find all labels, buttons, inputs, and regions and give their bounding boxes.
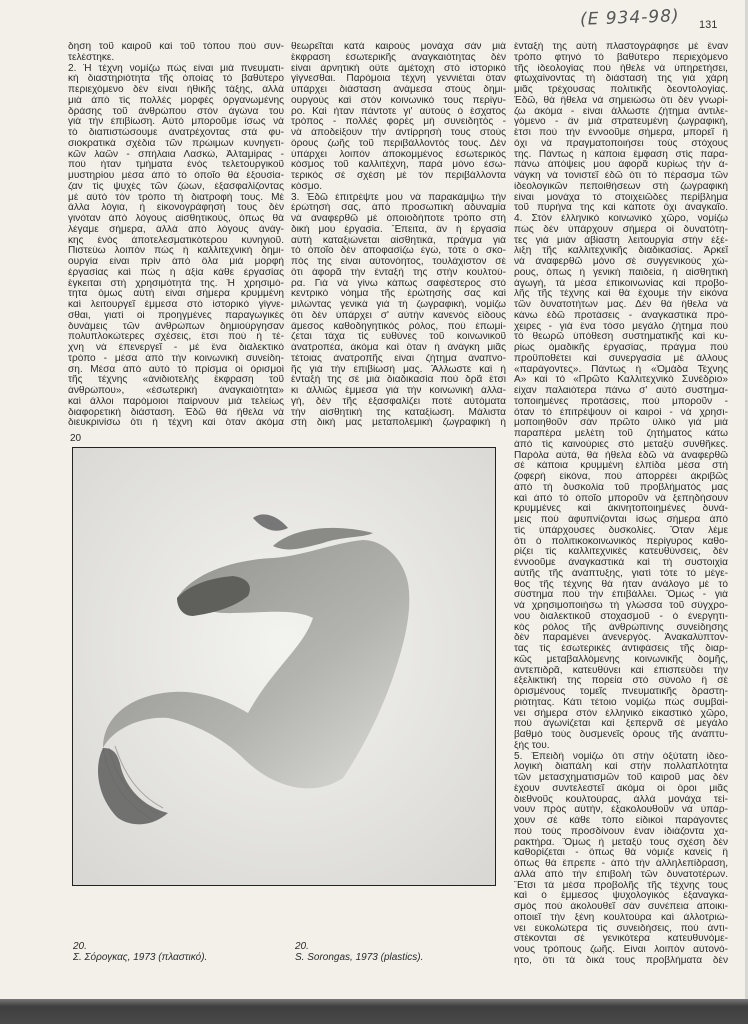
text-line: κὸς ρόλος τῆς ἀνθρώπινης συνείδησης <box>514 622 728 633</box>
text-line: μεις ποὺ ἀφυπνίζονται ἴσως σήμερα ἀπὸ <box>514 515 728 525</box>
horse-illustration <box>73 448 496 886</box>
text-line: καὶ ἀπὸ τὸ ὁποῖο μποροῦν νὰ ξεπηδήσουν <box>514 493 728 504</box>
text-line: πός της εἶναι αὐτονόητος, τουλάχιστον σὲ <box>291 257 506 267</box>
text-line: χνη νὰ ἐπενεργεῖ - μὲ ἕνα διαλεκτικὸ <box>68 343 284 353</box>
text-line: χειρες - γιὰ ἕνα τόσο μεγάλο ζήτημα ποὺ <box>514 321 728 332</box>
text-line: οποιεῖ τὴν ξένη κουλτούρα καὶ ἀλλοτριώ- <box>514 912 728 923</box>
text-line: «παράγοντες». Πάντως ἡ «Ὁμάδα Τέχνης <box>514 364 728 375</box>
text-column-3 <box>514 42 728 967</box>
text-line: πολυπλοκώτερες σχέσεις, ἔτσι ποὺ ἡ τέ- <box>68 332 284 343</box>
text-line: στέκονται σὲ γενικότερα κατευθυνόμε- <box>514 934 728 945</box>
text-column-1 <box>68 42 284 429</box>
text-line: ἀντεπιδρᾶ, κατευθύνει καὶ ἐπισπεύδει τὴν <box>514 665 728 676</box>
text-line: κόσμος τοῦ καλλιτέχνη, παρὰ μόνο ἐσω- <box>291 160 506 171</box>
text-line: τῆς ἰδεολογίας ποὺ ἤθελε νὰ ὑπηρετήσει, <box>514 63 728 74</box>
text-line: τρόπος - πολλὲς φορὲς μὴ συνειδητὸς - <box>291 117 506 128</box>
text-line: τὸ διαπιστώσουμε ἀνατρέχοντας στὰ φυ- <box>68 128 284 138</box>
text-line: κεντρικὸ νόημα τῆς ἐρώτησής σας καὶ <box>291 289 506 300</box>
text-line: δράσης τοῦ ἀνθρώπου στὸν ἀγώνα του <box>68 106 284 117</box>
text-line: ὅταν τὸ ἐπιτρέψουν οἱ καιροὶ - νὰ χρησι- <box>514 407 728 418</box>
text-line: κι ἀλλιῶς ἔμμεσα γιὰ τὴν κοινωνικὴ ἀλλα- <box>291 386 506 396</box>
text-line: σιοκρατικὰ σχέδια τῶν πρώιμων κυνηγετι- <box>68 138 284 149</box>
text-line: σὲ κάποια κρυμμένη ἐλπίδα μέσα στὴ <box>514 461 728 472</box>
text-line: ὁρισμένους τομεῖς πνευματικῆς δραστη- <box>514 687 728 697</box>
text-line: τρόπο φτηνὸ τὸ βαθύτερο περιεχόμενο <box>514 52 728 63</box>
text-line: τοῦ πυρήνα της καὶ κάποτε ὄχι ἀναγκαῖο. <box>514 203 728 214</box>
text-line: τὸ θεωρῶ ὑπόθεση συστηματικῆς καὶ κυ- <box>514 332 728 343</box>
text-line: νάγκη νὰ τονιστεῖ ἐδῶ ὅτι τὸ πέρασμα τῶν <box>514 171 728 181</box>
text-line: δὲν παραμένει ἀνενεργός. Ἀνακαλύπτον- <box>514 633 728 644</box>
text-line: γόμενο - ἂν μιὰ στρατευμένη ζωγραφική, <box>514 117 728 128</box>
text-line: σμὸς ποὺ ἀκολουθεῖ σὰν συνέπεια ἀποικι- <box>514 902 728 912</box>
figure-number: 20 <box>70 433 82 444</box>
text-line: διεθνοῦς κουλτούρας, ἀλλὰ μονάχα τεί- <box>514 794 728 805</box>
text-line: ση. Μέσα ἀπὸ αὐτὸ τὸ πρίσμα οἱ ὁρισμοὶ <box>68 364 284 375</box>
text-line: ζοφερὴ εἰκόνα, ποὺ ἀπορρέει ἀκριβῶς <box>514 472 728 482</box>
text-line: δηση τοῦ καιροῦ καὶ τοῦ τόπου ποὺ συν- <box>68 42 284 52</box>
caption-english-text: S. Sorongas, 1973 (plastics). <box>295 952 424 963</box>
text-line: μοποιηθοῦν σὰν πρῶτο ὑλικὸ γιὰ μιὰ <box>514 418 728 429</box>
text-line: ἄμεσος καθοδηγητικὸς ρόλος, ποὺ ἐπωμί- <box>291 321 506 332</box>
text-line: ἄλλα λόγια, ἡ εἰκονογράφησή τους δὲν <box>68 203 284 214</box>
text-line: τῶν δυνατοτήτων μας. Δὲν θὰ ἤθελα νὰ <box>514 300 728 310</box>
caption-english-number: 20. <box>295 941 309 952</box>
text-line: Πιστεύω λοιπὸν πὼς ἡ καλλιτεχνικὴ δημι- <box>68 246 284 257</box>
text-line: ἀνατροπέα, ἀκόμα καὶ ὅταν ἡ ἀνάγκη μιᾶς <box>291 343 506 353</box>
text-line: γίγνεσθαι. Παρόμοια τέχνη γεννιέται ὅταν <box>291 74 506 85</box>
text-line: κάνω ἐδῶ προτάσεις - ἀναγκαστικὰ πρό- <box>514 310 728 321</box>
text-line: στὴ δική μας μεταπολεμικὴ ζωγραφικὴ ἡ <box>291 418 506 429</box>
text-column-2 <box>291 42 506 429</box>
text-line: ἐργασίας καὶ πὼς ἡ ἀξία κάθε ἐργασίας <box>68 267 284 278</box>
text-line: τέτοιας ἀνατροπῆς εἶναι ζήτημα ἀναπνο- <box>291 353 506 364</box>
text-line: ἔγκειται στὴ χρησιμότητά της. Ἡ χρησιμό- <box>68 278 284 289</box>
text-line: γή, δὲν τῆς ἐξασφαλίζει ποτὲ αὐτόματα <box>291 396 506 407</box>
text-line: εἶναι μονάχα τὸ στοιχειῶδες περίβλημα <box>514 192 728 203</box>
text-line: τες γιὰ μιὰν ἀβίαστη λειτουργία στὴν ἐξέ- <box>514 235 728 246</box>
text-line: ξής του. <box>514 740 550 751</box>
text-line: ὄχι νὰ πραγματοποιήσει τοὺς στόχους <box>514 138 728 149</box>
text-line: ἀγωγή, τὰ μέσα ἐπικοινωνίας καὶ προβο- <box>514 278 728 289</box>
text-line: μιὰ ἀπὸ τὶς πολλὲς μορφὲς ὀργανωμένης <box>68 95 284 106</box>
text-line: κῶς μεταβαλλόμενης κοινωνικῆς δομῆς, <box>514 654 728 665</box>
text-line: εἶχαν παλαιότερα πάνω σ' αὐτὸ συστημα- <box>514 386 728 396</box>
text-line: τὶς ὑπάρχουσες δυσκολίες. Ὅταν λέμε <box>514 525 728 536</box>
text-line: νὰ ἀναφερθῶ μόνο σὲ συγγενικοὺς χώ- <box>514 257 728 267</box>
text-line: ρίζει τὶς καλλιτεχνικὲς κατευθύνσεις, δὲν <box>514 547 728 558</box>
text-line: ουργοὺς καὶ στὸν κοινωνικό τους περίγυ- <box>291 95 506 106</box>
caption-greek-number: 20. <box>73 941 87 952</box>
text-line: ἔχουν συντελεστεῖ ἀκόμα οἱ ὅροι μιᾶς <box>514 783 728 794</box>
text-line: ὅρους ζωῆς τοῦ περιβάλλοντός τους. Δὲν <box>291 138 506 149</box>
text-line: ρα. Γιὰ νὰ γίνω κάπως σαφέστερος στὸ <box>291 278 506 289</box>
text-line: νους τρόπους ζωῆς. Εἶναι λοιπὸν αὐτονό- <box>514 945 728 955</box>
text-line: διαφορετικὴ διάσταση. Ἐδῶ θὰ ἤθελα νὰ <box>68 407 284 418</box>
text-line: τῶν μετασχηματισμῶν τοῦ καιροῦ μας δὲν <box>514 773 728 783</box>
text-line: χουν σὲ κάθε τόπο εἰδικοὶ παράγοντες <box>514 816 728 826</box>
text-line: νὰ ἀποδείξουν τὴν ἀντίρρησή τους στοὺς <box>291 128 506 138</box>
text-line: κῶν λαῶν - σπήλαια Λασκώ, Ἀλταμίρας - <box>68 149 284 160</box>
text-line: ἀπὸ τὶς καινούριες στὸ μεταξὺ συνθῆκες. <box>514 439 728 450</box>
text-line: σύστημα ποὺ τὴν ἐπιβάλλει. Ὅμως - γιὰ <box>514 590 728 601</box>
text-line: ἔκφραση ἐσωτερικῆς ἀναγκαιότητας δὲν <box>291 52 506 63</box>
text-line: κρυμμένες καὶ ἀκινητοποιημένες δυνά- <box>514 504 728 515</box>
text-line: θος τῆς τέχνης θὰ ἦταν ἀνάλογο μὲ τὸ <box>514 579 728 590</box>
text-line: καὶ ἄλλοι παρόμοιοι παίρνουν μιὰ τελείως <box>68 396 284 407</box>
text-line: νουν πρὸς αὐτήν, ἐξακολουθοῦν νὰ ὑπάρ- <box>514 805 728 816</box>
text-line: διευκρινίσω ὅτι ἡ τέχνη καὶ ὅταν ἀκόμα <box>68 418 284 429</box>
text-line: Ἐδῶ, θὰ ἤθελα νὰ σημειώσω ὅτι δὲν γνωρί- <box>514 95 728 106</box>
text-line: τὴν αἰσθητική της καταξίωση. Μάλιστα <box>291 407 506 418</box>
text-line: καὶ ὁ ἔμμεσος ψυχολογικὸς ἐξαναγκα- <box>514 891 728 902</box>
text-line: τελέστηκε. <box>68 52 115 63</box>
text-line: Α» καὶ τὸ «Πρῶτο Καλλιτεχνικὸ Συνέδριο» <box>514 375 728 386</box>
text-line: τερικὸς σὲ σχέση μὲ τὸν περιβάλλοντα <box>291 171 506 181</box>
text-line: αὐτῆς τῆς ἀνάπτυξης, γιατὶ τότε τὸ μέγε- <box>514 568 728 579</box>
text-line: θεωρεῖται κατὰ καιροὺς μονάχα σὰν μιὰ <box>291 42 506 52</box>
text-line: μιλώντας γενικὰ γιὰ τὴ ζωγραφική, νομίζω <box>291 300 506 310</box>
text-line: ποὺ ἦταν τμήματα ἑνὸς τελετουργικοῦ <box>68 160 284 171</box>
text-line: εἶναι ἀρνητικὴ οὔτε ἀμέτοχη στὸ ἱστορικὸ <box>291 63 506 74</box>
text-line: ὅπως θὰ ἔπρεπε - ἀπὸ τὴν ἀλληλεπίδραση, <box>514 859 728 869</box>
text-line: ποὺ τοὺς προσδίνουν ἕναν ἰδιάζοντα χα- <box>514 826 728 837</box>
text-line: ὑπάρχει λοιπὸν ἀποκομμένος ἐσωτερικὸς <box>291 149 506 160</box>
text-line: κὴ διαστηριότητα τῆς ὁποίας τὸ βαθύτερο <box>68 74 284 85</box>
text-line: ἔτσι ποὺ τὴν ἐννοοῦμε σήμερα, μπορεῖ ἢ <box>514 128 728 138</box>
text-line: ρους, ὅπως ἡ γενικὴ παιδεία, ἡ αἰσθητικὴ <box>514 267 728 278</box>
text-line: κόσμο. <box>291 181 323 192</box>
text-line: 5. Ἐπειδὴ νομίζω ὅτι στὴν ὀξύτατη ἰδεο- <box>514 751 728 762</box>
text-line: τῆς τέχνης «ἀνιδιοτελὴς ἔκφραση τοῦ <box>68 375 284 386</box>
text-line: ποὺ ἀγωνίζεται καὶ ξεπερνᾶ σὲ μεγάλο <box>514 719 728 730</box>
text-line: λιξη τῆς καλλιτεχνικῆς διαδικασίας. Ἀρκεῖ <box>514 246 728 257</box>
text-line: 4. Στὸν ἑλληνικὸ κοινωνικὸ χῶρο, νομίζω <box>514 214 728 224</box>
text-line: ἀπὸ τὴ δυσκολία τοῦ προβλήματός μας <box>514 482 728 493</box>
text-line: νου διαλεκτικοῦ στοχασμοῦ - ὁ ἐνεργητι- <box>514 611 728 622</box>
text-line: μὲ αὐτὸ τὸν τρόπο τὴ διατροφή τους. Μὲ <box>68 192 284 203</box>
text-line: λέγαμε σήμερα, ἀλλὰ ἀπὸ λόγους ἀνάγ- <box>68 224 284 235</box>
text-line: ἔνταξή της σὲ μιὰ διαδικασία ποὺ δρᾶ ἔτσι <box>291 375 506 386</box>
text-line: νει εὐκολώτερα τὶς συνειδήσεις, ποὺ ἀντι- <box>514 923 728 934</box>
text-line: πὼς δὲν ὑπάρχουν σήμερα οἱ δυνατότη- <box>514 224 728 235</box>
text-line: περιεχόμενο δὲν εἶναι ἠθικῆς τάξης, ἀλλὰ <box>68 85 284 95</box>
text-line: νὰ χρησιμοποιήσω τὴ γλώσσα τοῦ σύγχρο- <box>514 601 728 611</box>
text-line: φτωχαίνοντας τὴ διάστασή της γιὰ χάρη <box>514 74 728 85</box>
text-line: 3. Ἐδῶ ἐπιτρέψτε μου νὰ παρακάμψω τὴν <box>291 192 506 203</box>
text-line: μυστηρίου μέσα ἀπὸ τὸ ὁποῖο θὰ ἐξουσία- <box>68 171 284 181</box>
text-line: γιὰ τὴν ἐπιβίωση. Αὐτὸ μποροῦμε ἴσως νὰ <box>68 117 284 128</box>
text-line: ρακτήρα. Ὅμως ἡ μεταξύ τους σχέση δὲν <box>514 837 728 848</box>
text-line: παραπέρα μελέτη τοῦ ζητήματος κάτω <box>514 429 728 439</box>
text-line: ουργία εἶναι πρὶν ἀπὸ ὅλα μιὰ μορφὴ <box>68 257 284 267</box>
text-line: ὅτι δὲν ὑπάρχει σ' αὐτὴν κανενὸς εἴδους <box>291 310 506 321</box>
text-line: τρόπο - μέσα ἀπὸ τὴν κοινωνικὴ συνείδη- <box>68 353 284 364</box>
text-line: ριότητας. Κάτι τέτοιο νομίζω πὼς συμβαί- <box>514 697 728 708</box>
text-line: ἐξελικτική της πορεία στὸ σύνολο ἢ σὲ <box>514 676 728 687</box>
text-line: τας τὶς ἐσωτερικὲς ἀντιφάσεις τῆς διαρ- <box>514 644 728 654</box>
text-line: δυνάμεις τῶν ἀνθρώπων δημιούργησαν <box>68 321 284 332</box>
caption-english <box>295 941 423 963</box>
text-line: Ἔτσι τὰ μέσα προβολῆς τῆς τέχνης τους <box>514 880 728 891</box>
text-line: Παρόλα αὐτά, θὰ ἤθελα ἐδῶ νὰ ἀναφερθῶ <box>514 450 728 461</box>
text-line: ρίως ὁμαδικῆς ἐργασίας, πράγμα ποὺ <box>514 343 728 353</box>
text-line: τητα ὅμως αὐτὴ εἶναι σήμερα κρυμμένη <box>68 289 284 300</box>
text-line: ζεται τάχα τὶς εὐθύνες τοῦ κοινωνικοῦ <box>291 332 506 343</box>
text-line: νὰ ἀναφερθῶ μὲ ὁποιοδήποτε τρόπο στὴ <box>291 214 506 224</box>
figure-horse-artwork <box>72 447 496 886</box>
text-line: τὸ ὁποῖο δὲν ἀποφασίζω ἐγώ, τότε ὁ σκο- <box>291 246 506 257</box>
text-line: σθαι, γιατὶ οἱ προηγμένες παραγωγικὲς <box>68 310 284 321</box>
text-line: ἐννοοῦμε ἀναγκαστικὰ καὶ τὴ συστοιχία <box>514 558 728 568</box>
text-line: προϋποθέτει καὶ συνεργασία μὲ ἄλλους <box>514 353 728 364</box>
scan-bottom-border <box>0 999 748 1024</box>
text-line: λῆς τῆς τέχνης καὶ θὰ ἔχουμε τὴν εἰκόνα <box>514 289 728 300</box>
text-line: τοποιημένες προτάσεις, ποὺ μποροῦν - <box>514 396 728 407</box>
text-line: ζαν τὶς ψυχὲς τῶν ζώων, ἐξασφαλίζοντας <box>68 181 284 192</box>
text-line: λογικὴ διαπάλη καὶ στὴν πολλαπλότητα <box>514 762 728 773</box>
text-line: ὅτι ὁ πολιτικοκοινωνικὸς περίγυρος καθο- <box>514 536 728 547</box>
text-line: πάνω ἀπόψεις μου ἀφορᾶ κυρίως τὴν ἀ- <box>514 160 728 171</box>
text-line: ἀλλὰ ἀπὸ τὴν ἐπιβολὴ τῶν δυνατοτέρων. <box>514 869 728 880</box>
handwritten-archive-note: (E 934-98) <box>579 6 680 30</box>
text-line: ζω ἀκόμα - εἶναι ἄλλωστε ζήτημα ἀντιλε- <box>514 106 728 117</box>
text-line: καθορίζεται - ὅπως θὰ νόμιζε κανεὶς ἢ <box>514 848 728 859</box>
text-line: βαθμὸ τοὺς δυσμενεῖς ὅρους τῆς ἀνάπτυ- <box>514 730 728 740</box>
text-line: ἀνθρώπου», «ἐσωτερικὴ ἀναγκαιότητα» <box>68 386 284 396</box>
text-line: ρο. Καὶ ἦταν πάντοτε γι' αὐτοὺς ὁ ἔσχατος <box>291 106 506 117</box>
text-line: ὅτι ἀφορᾶ τὴν ἔνταξή της στὴν κουλτού- <box>291 267 506 278</box>
text-line: ὑπάρχει διάσταση ἀνάμεσα στοὺς δημι- <box>291 85 506 95</box>
text-line: ἐρώτησή σας, ἀπὸ προσωπικὴ ἀδυναμία <box>291 203 506 214</box>
text-line: κης ἑνὸς ἀποτελεσματικότερου κυνηγιοῦ. <box>68 235 284 246</box>
caption-greek <box>73 941 207 963</box>
text-line: της. Πάντως ἡ κάποια ἔμφαση στὶς παρα- <box>514 149 728 160</box>
text-line: ἔνταξή της αὐτὴ πλαστογράφησε μὲ ἕναν <box>514 42 728 52</box>
caption-greek-text: Σ. Σόρογκας, 1973 (πλαστικό). <box>73 952 208 963</box>
text-line: νει σήμερα στὸν ἑλληνικὸ εἰκαστικὸ χῶρο, <box>514 708 728 719</box>
text-line: ῆς γιὰ τὴν ἐπιβίωσή μας. Ἄλλωστε καὶ ἡ <box>291 364 506 375</box>
text-line: γινόταν ἀπὸ λόγους αἰσθητικούς, ὅπως θὰ <box>68 214 284 224</box>
page-number: 131 <box>699 19 718 31</box>
text-line: ητο, ὅτι τὰ δικά τους προβλήματα δὲν <box>514 955 728 966</box>
text-line: ἰδεολογικῶν πεποιθήσεων στὴ ζωγραφικὴ <box>514 181 728 192</box>
text-line: δική μου ἐργασία. Ἔπειτα, ἂν ἡ ἐργασία <box>291 224 506 235</box>
text-line: μιᾶς τρέχουσας πολιτικῆς δεοντολογίας. <box>514 85 728 95</box>
text-line: αὐτὴ καταξιώνεται αἰσθητικά, πράγμα γιὰ <box>291 235 506 246</box>
text-line: 2. Ἡ τέχνη νομίζω πὼς εἶναι μιὰ πνευματι- <box>68 63 284 74</box>
text-line: καὶ λειτουργεῖ ἔμμεσα στὸ ἱστορικὸ γίγνε- <box>68 300 284 310</box>
